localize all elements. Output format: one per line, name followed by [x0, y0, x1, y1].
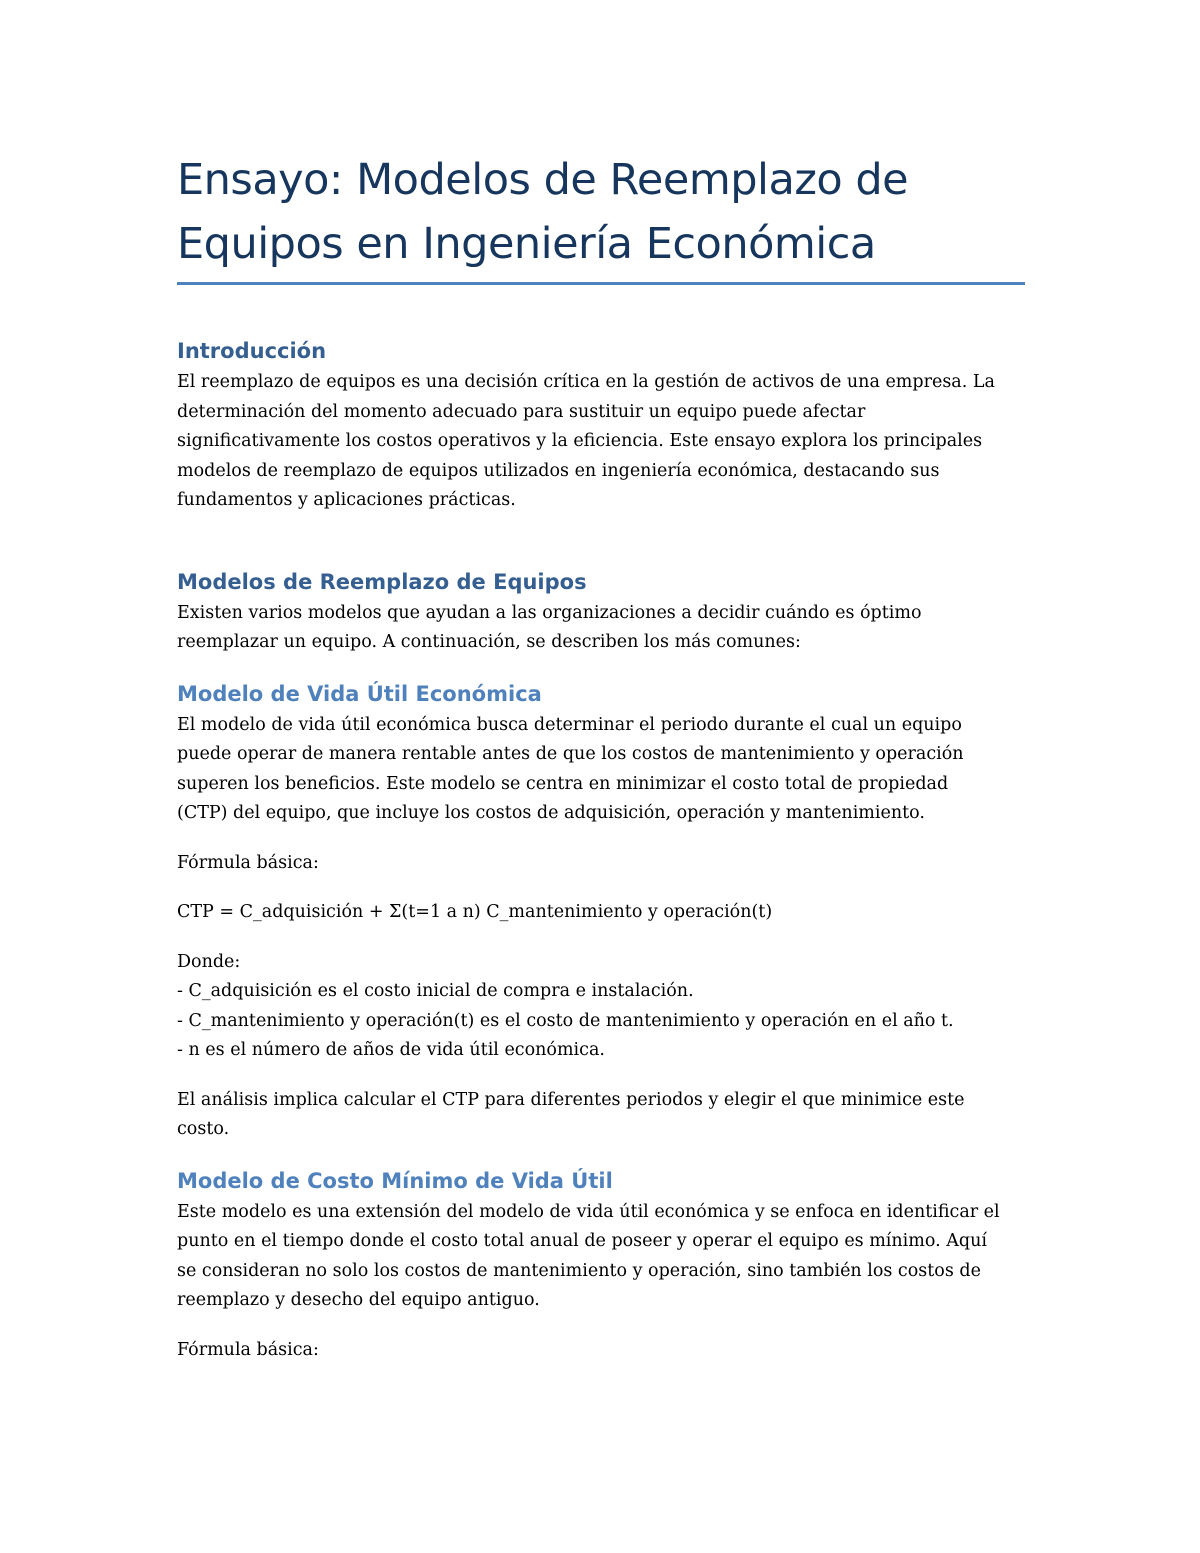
- formula-definitions: [177, 948, 1025, 1066]
- paragraph-line: determinación del momento adecuado para sustituir un equipo puede afectar: [177, 401, 866, 422]
- paragraph-line: se consideran no solo los costos de mantenimiento y operación, sino también los costos de: [177, 1260, 981, 1281]
- paragraph-line: Existen varios modelos que ayudan a las organizaciones a decidir cuándo es óptimo: [177, 602, 922, 623]
- title-line: Ensayo: Modelos de Reemplazo de: [177, 155, 909, 205]
- section-heading-introduccion: Introducción: [177, 339, 327, 363]
- document-title: [177, 148, 1025, 276]
- paragraph-line: costo.: [177, 1119, 230, 1139]
- subsection-heading-vida-util: Modelo de Vida Útil Económica: [177, 681, 542, 706]
- subsection-heading-costo-minimo: Modelo de Costo Mínimo de Vida Útil: [177, 1168, 613, 1193]
- document-body: [177, 148, 1025, 1365]
- definition-line: Donde:: [177, 951, 241, 972]
- title-line: Equipos en Ingeniería Económica: [177, 219, 876, 269]
- paragraph-line: puede operar de manera rentable antes de que los costos de mantenimiento y operación: [177, 744, 964, 764]
- formula-label: Fórmula básica:: [177, 852, 319, 873]
- definition-line: - C_mantenimiento y operación(t) es el costo de mantenimiento y operación en el año t.: [177, 1010, 954, 1031]
- paragraph-line: modelos de reemplazo de equipos utilizados en ingeniería económica, destacando sus: [177, 460, 940, 481]
- paragraph-line: El modelo de vida útil económica busca determinar el periodo durante el cual un equipo: [177, 714, 962, 735]
- paragraph-line: superen los beneficios. Este modelo se centra en minimizar el costo total de propiedad: [177, 773, 949, 794]
- paragraph-line: significativamente los costos operativos y la eficiencia. Este ensayo explora los principales: [177, 431, 983, 451]
- paragraph-line: reemplazo y desecho del equipo antiguo.: [177, 1290, 540, 1310]
- paragraph-line: reemplazar un equipo. A continuación, se describen los más comunes:: [177, 632, 801, 652]
- paragraph-line: (CTP) del equipo, que incluye los costos de adquisición, operación y mantenimiento.: [177, 803, 925, 823]
- section-heading-modelos: Modelos de Reemplazo de Equipos: [177, 569, 587, 594]
- paragraph-line: fundamentos y aplicaciones prácticas.: [177, 490, 516, 510]
- definition-line: - C_adquisición es el costo inicial de compra e instalación.: [177, 981, 694, 1001]
- title-underline: [177, 282, 1025, 285]
- paragraph-line: punto en el tiempo donde el costo total anual de poseer y operar el equipo es mínimo. Aquí: [177, 1231, 987, 1251]
- costo-minimo-paragraph: [177, 1198, 1025, 1316]
- paragraph-line: El reemplazo de equipos es una decisión crítica en la gestión de activos de una empresa. La: [177, 372, 995, 392]
- models-paragraph: [177, 599, 1025, 658]
- paragraph-line: El análisis implica calcular el CTP para diferentes periodos y elegir el que minimice este: [177, 1089, 965, 1110]
- vida-util-paragraph: [177, 711, 1025, 829]
- formula-label: Fórmula básica:: [177, 1339, 319, 1360]
- paragraph-line: Este modelo es una extensión del modelo de vida útil económica y se enfoca en identificar el: [177, 1201, 1000, 1222]
- formula-text: CTP = C_adquisición + Σ(t=1 a n) C_mantenimiento y operación(t): [177, 902, 773, 922]
- definition-line: - n es el número de años de vida útil económica.: [177, 1040, 605, 1060]
- analysis-paragraph: [177, 1086, 1025, 1145]
- intro-paragraph: [177, 368, 1025, 516]
